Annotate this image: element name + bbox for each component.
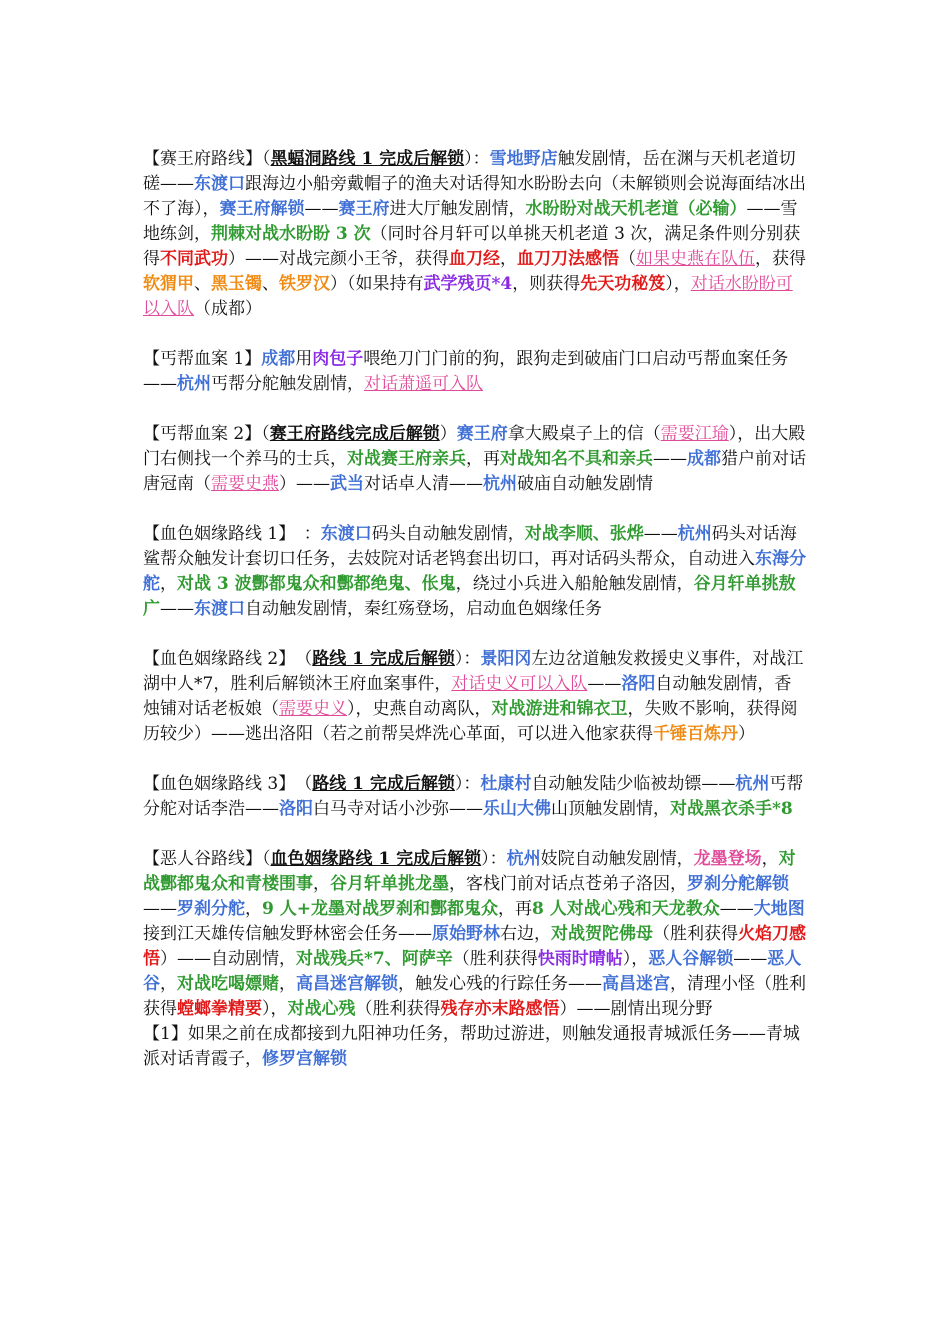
battle-highlight: 对战游进和锦衣卫 bbox=[491, 699, 628, 719]
body-text: 【丐帮血案 1】 bbox=[143, 349, 262, 369]
body-text: 喂绝刀门门前的狗，跟狗走到破庙门口启动丐帮血案任务—— bbox=[143, 349, 789, 394]
body-text: 【血色姻缘路线 3】 （ bbox=[143, 774, 313, 794]
paragraph bbox=[143, 772, 807, 822]
body-text: ）（如果持有 bbox=[330, 274, 424, 294]
body-text: （成都） bbox=[194, 299, 262, 319]
body-text: 妓院自动触发剧情， bbox=[540, 849, 694, 869]
body-text: 用 bbox=[295, 349, 313, 369]
body-text: ，绕过小兵进入船舱触发剧情， bbox=[455, 574, 694, 594]
body-text: 破庙自动触发剧情 bbox=[517, 474, 653, 494]
location-highlight: 恶人谷解锁 bbox=[648, 949, 734, 969]
body-text: 【血色姻缘路线 1】 ： bbox=[143, 524, 321, 544]
condition-note: 对话水盼盼可以入队 bbox=[143, 274, 793, 319]
battle-highlight: 对战酆都鬼众和青楼围事 bbox=[143, 849, 796, 894]
body-text: 拿大殿桌子上的信（ bbox=[507, 424, 661, 444]
body-text: ，清理小怪（胜利获得 bbox=[143, 974, 806, 1019]
location-highlight: 东渡口 bbox=[194, 599, 245, 619]
battle-highlight: 谷月轩单挑龙墨 bbox=[330, 874, 449, 894]
location-highlight: 赛王府 bbox=[338, 199, 390, 219]
body-text: ）， bbox=[665, 274, 691, 294]
skill-reward-highlight: 血刀经 bbox=[449, 249, 500, 269]
battle-highlight: 9 人+龙墨对战罗刹和酆都鬼众 bbox=[262, 899, 498, 919]
skill-reward-highlight: 火焰刀感悟 bbox=[143, 924, 806, 969]
location-highlight: 东渡口 bbox=[320, 524, 372, 544]
body-text: ）： bbox=[454, 774, 481, 794]
condition-note: 需要史燕 bbox=[211, 474, 279, 494]
location-highlight: 东海分舵 bbox=[143, 549, 806, 594]
body-text: 对话卓人清—— bbox=[364, 474, 483, 494]
body-text: —— bbox=[653, 449, 687, 469]
location-highlight: 景阳冈 bbox=[480, 649, 532, 669]
body-text: 猎户前对话唐冠南（ bbox=[143, 449, 806, 494]
item-highlight: 快雨时晴帖 bbox=[537, 949, 623, 969]
battle-highlight: 对战吃喝嫖赌 bbox=[177, 974, 279, 994]
body-text: 自动触发剧情，香烛铺对话老板娘（ bbox=[143, 674, 792, 719]
battle-highlight: 对战赛王府亲兵 bbox=[347, 449, 466, 469]
location-highlight: 武当 bbox=[330, 474, 364, 494]
body-text: 接到江天雄传信触发野林密会任务—— bbox=[143, 924, 432, 944]
paragraph bbox=[143, 1022, 807, 1072]
body-text: ）—— bbox=[279, 474, 330, 494]
location-highlight: 乐山大佛 bbox=[483, 799, 551, 819]
unlock-condition: 赛王府路线完成后解锁 bbox=[269, 424, 440, 444]
body-text: ）， bbox=[262, 999, 288, 1019]
battle-highlight: 对战知名不具和亲兵 bbox=[500, 449, 653, 469]
body-text: ）——剧情出现分野 bbox=[559, 999, 713, 1019]
body-text: 码头自动触发剧情， bbox=[371, 524, 525, 544]
body-text: ， bbox=[160, 974, 177, 994]
location-highlight: 罗刹分舵 bbox=[177, 899, 245, 919]
body-text: 码头对话海鲨帮众触发计套切口任务，去妓院对话老鸨套出切口，再对话码头帮众，自动进入 bbox=[143, 524, 797, 569]
body-text: —— bbox=[587, 674, 622, 694]
equipment-reward-highlight: 千锤百炼丹 bbox=[653, 724, 738, 744]
location-highlight: 洛阳 bbox=[279, 799, 313, 819]
body-text: 【1】如果之前在成都接到九阳神功任务，帮助过游进，则触发通报青城派任务——青城派对话青霞子， bbox=[143, 1024, 800, 1069]
location-highlight: 修罗宫解锁 bbox=[262, 1049, 347, 1069]
battle-highlight: 对战残兵*7、阿萨辛 bbox=[296, 949, 453, 969]
body-text: 白马寺对话小沙弥—— bbox=[313, 799, 483, 819]
condition-note: 需要江瑜 bbox=[660, 424, 729, 444]
body-text: ）： bbox=[464, 149, 490, 169]
body-text: 丐帮分舵触发剧情， bbox=[211, 374, 364, 394]
body-text: —— bbox=[733, 949, 768, 969]
item-highlight: 肉包子 bbox=[312, 349, 364, 369]
body-text: 跟海边小船旁戴帽子的渔夫对话得知水盼盼去向（未解锁则会说海面结冰出不了海）， bbox=[143, 174, 806, 219]
character-highlight: 龙墨登场 bbox=[693, 849, 762, 869]
battle-highlight: 水盼盼对战天机老道（必输） bbox=[525, 199, 747, 219]
location-highlight: 成都 bbox=[687, 449, 721, 469]
body-text: 自动触发陆少临被劫镖—— bbox=[531, 774, 736, 794]
paragraph bbox=[143, 347, 807, 397]
body-text: 、 bbox=[194, 274, 211, 294]
unlock-condition: 路线 1 完成后解锁 bbox=[312, 774, 455, 794]
body-text: （胜利获得 bbox=[653, 924, 738, 944]
battle-highlight: 对战黑衣杀手*8 bbox=[670, 799, 793, 819]
body-text: ），出大殿门右侧找一个养马的士兵， bbox=[143, 424, 806, 469]
unlock-condition: 路线 1 完成后解锁 bbox=[312, 649, 455, 669]
paragraph bbox=[143, 147, 807, 322]
skill-reward-highlight: 不同武功 bbox=[160, 249, 228, 269]
body-text: 山顶触发剧情， bbox=[551, 799, 670, 819]
condition-note: 对话史义可以入队 bbox=[451, 674, 588, 694]
body-text: ， bbox=[313, 874, 330, 894]
location-highlight: 大地图 bbox=[753, 899, 805, 919]
body-text: —— bbox=[643, 524, 678, 544]
body-text: 、 bbox=[262, 274, 279, 294]
item-highlight: 武学残页*4 bbox=[423, 274, 513, 294]
condition-note: 需要史义 bbox=[279, 699, 347, 719]
paragraph bbox=[143, 647, 807, 747]
body-text: 右边， bbox=[500, 924, 551, 944]
location-highlight: 雪地野店 bbox=[489, 149, 558, 169]
body-text: ，失败不影响，获得阅历较少）——逃出洛阳（若之前帮吴烨洗心革面，可以进入他家获得 bbox=[143, 699, 798, 744]
body-text: ，获得 bbox=[755, 249, 806, 269]
paragraph bbox=[143, 847, 807, 1022]
body-text: ——雪地练剑， bbox=[143, 199, 798, 244]
body-text: ），史燕自动离队， bbox=[347, 699, 492, 719]
body-text: （ bbox=[619, 249, 636, 269]
body-text: 【丐帮血案 2】（ bbox=[143, 424, 270, 444]
skill-reward-highlight: 螳螂拳精要 bbox=[177, 999, 262, 1019]
body-text: ）： bbox=[481, 849, 507, 869]
location-highlight: 高昌迷宫 bbox=[602, 974, 670, 994]
location-highlight: 洛阳 bbox=[621, 674, 656, 694]
body-text: （胜利获得 bbox=[355, 999, 441, 1019]
paragraph bbox=[143, 522, 807, 622]
skill-reward-highlight: 残存亦末路感悟 bbox=[440, 999, 560, 1019]
paragraph bbox=[143, 422, 807, 497]
battle-highlight: 谷月轩单挑敖广 bbox=[143, 574, 796, 619]
condition-note: 对话萧遥可入队 bbox=[364, 374, 483, 394]
body-text: —— bbox=[304, 199, 339, 219]
skill-reward-highlight: 先天功秘笈 bbox=[580, 274, 666, 294]
document-page bbox=[143, 147, 807, 1072]
location-highlight: 赛王府 bbox=[456, 424, 508, 444]
body-text: ，再 bbox=[466, 449, 500, 469]
body-text: ）： bbox=[454, 649, 481, 669]
body-text: 【赛王府路线】（ bbox=[143, 149, 271, 169]
battle-highlight: 对战贺陀佛母 bbox=[551, 924, 653, 944]
location-highlight: 恶人谷 bbox=[143, 949, 802, 994]
body-text: ，再 bbox=[498, 899, 532, 919]
body-text: 丐帮分舵对话李浩—— bbox=[143, 774, 804, 819]
body-text: —— bbox=[160, 599, 194, 619]
location-highlight: 罗刹分舵解锁 bbox=[687, 874, 789, 894]
location-highlight: 杭州 bbox=[483, 474, 517, 494]
body-text: 【血色姻缘路线 2】 （ bbox=[143, 649, 313, 669]
body-text: 触发剧情，岳在渊与天机老道切磋—— bbox=[143, 149, 796, 194]
battle-highlight: 对战心残 bbox=[287, 999, 356, 1019]
unlock-condition: 血色姻缘路线 1 完成后解锁 bbox=[270, 849, 482, 869]
skill-reward-highlight: 血刀刀法感悟 bbox=[517, 249, 619, 269]
battle-highlight: 荆棘对战水盼盼 3 次 bbox=[211, 224, 371, 244]
battle-highlight: 对战李顺、张烨 bbox=[524, 524, 644, 544]
body-text: ， bbox=[245, 899, 262, 919]
body-text: ， bbox=[761, 849, 779, 869]
body-text: ）， bbox=[622, 949, 649, 969]
location-highlight: 赛王府解锁 bbox=[219, 199, 305, 219]
body-text: ）——对战完颜小王爷，获得 bbox=[228, 249, 449, 269]
body-text: ， bbox=[500, 249, 517, 269]
location-highlight: 成都 bbox=[261, 349, 296, 369]
unlock-condition: 黑蝠洞路线 1 完成后解锁 bbox=[270, 149, 465, 169]
body-text: —— bbox=[143, 899, 177, 919]
location-highlight: 杜康村 bbox=[480, 774, 532, 794]
body-text: ，则获得 bbox=[512, 274, 581, 294]
location-highlight: 杭州 bbox=[177, 374, 211, 394]
body-text: ） bbox=[439, 424, 457, 444]
body-text: ，触发心残的行踪任务—— bbox=[398, 974, 602, 994]
body-text: ， bbox=[160, 574, 177, 594]
location-highlight: 高昌迷宫解锁 bbox=[296, 974, 398, 994]
equipment-reward-highlight: 软猬甲 bbox=[143, 274, 194, 294]
location-highlight: 原始野林 bbox=[432, 924, 500, 944]
body-text: 自动触发剧情，秦红殇登场，启动血色姻缘任务 bbox=[245, 599, 602, 619]
location-highlight: 杭州 bbox=[506, 849, 541, 869]
body-text: ）——自动剧情， bbox=[160, 949, 296, 969]
body-text: （同时谷月轩可以单挑天机老道 3 次，满足条件则分别获得 bbox=[143, 224, 801, 269]
equipment-reward-highlight: 黑玉镯 bbox=[211, 274, 262, 294]
condition-note: 如果史燕在队伍 bbox=[636, 249, 755, 269]
location-highlight: 杭州 bbox=[735, 774, 770, 794]
battle-highlight: 8 人对战心残和天龙教众 bbox=[532, 899, 720, 919]
body-text: —— bbox=[719, 899, 754, 919]
body-text: 进大厅触发剧情， bbox=[389, 199, 526, 219]
body-text: 左边岔道触发救援史义事件，对战江湖中人*7，胜利后解锁沐王府血案事件， bbox=[143, 649, 804, 694]
battle-highlight: 对战 3 波酆都鬼众和酆都绝鬼、伥鬼 bbox=[177, 574, 456, 594]
body-text: ） bbox=[738, 724, 755, 744]
body-text: ， bbox=[279, 974, 296, 994]
location-highlight: 东渡口 bbox=[194, 174, 245, 194]
equipment-reward-highlight: 铁罗汉 bbox=[279, 274, 330, 294]
body-text: 【恶人谷路线】（ bbox=[143, 849, 271, 869]
body-text: ，客栈门前对话点苍弟子洛因， bbox=[449, 874, 687, 894]
body-text: （胜利获得 bbox=[452, 949, 538, 969]
location-highlight: 杭州 bbox=[677, 524, 712, 544]
